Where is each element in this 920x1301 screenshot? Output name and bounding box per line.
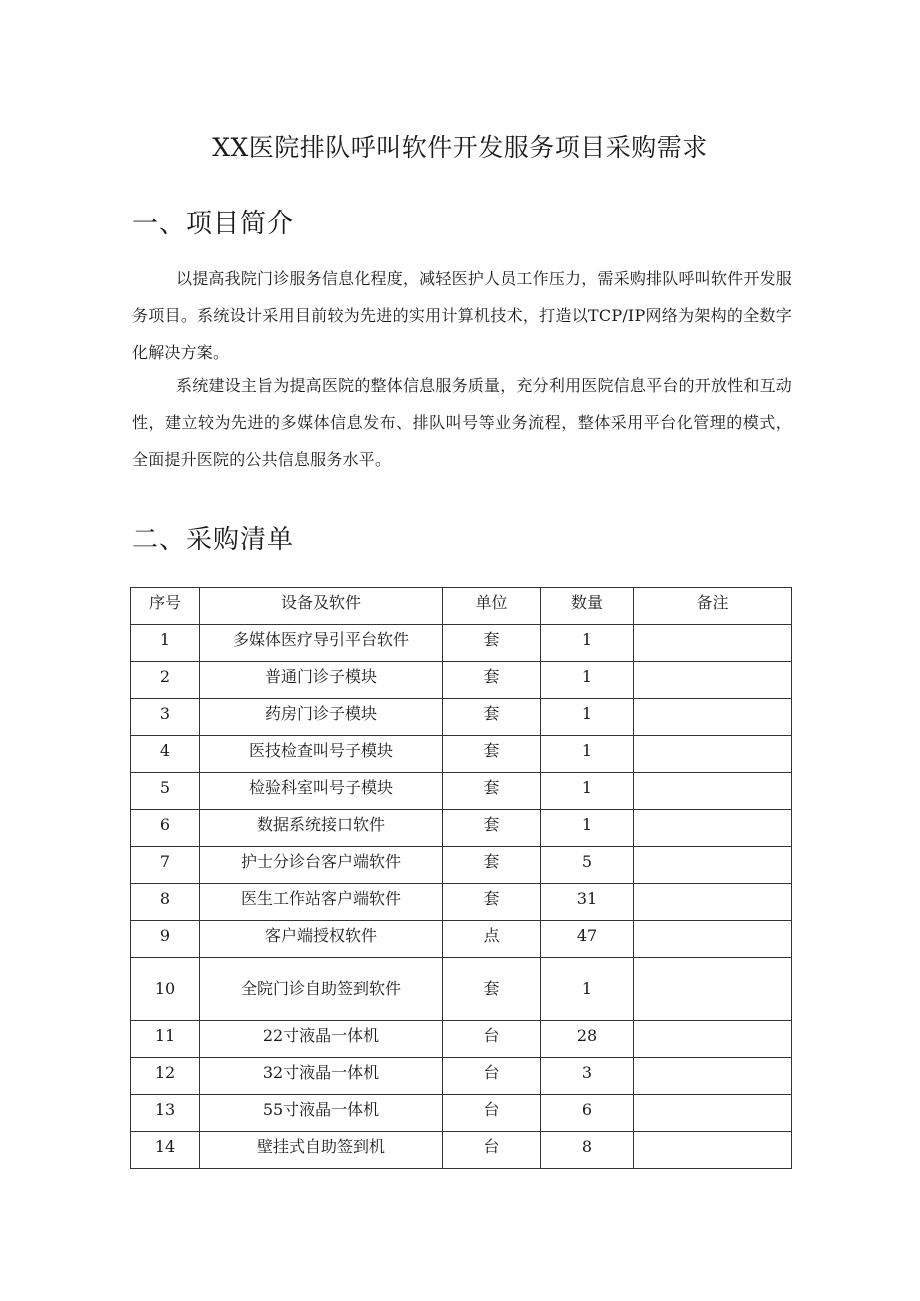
cell-qty: 28 (541, 1021, 634, 1058)
cell-unit: 套 (443, 736, 541, 773)
cell-unit: 台 (443, 1132, 541, 1169)
cell-item: 医技检查叫号子模块 (200, 736, 443, 773)
table-row (131, 847, 792, 884)
cell-no: 2 (131, 662, 200, 699)
cell-qty: 3 (541, 1058, 634, 1095)
cell-note (634, 958, 792, 1021)
cell-qty: 1 (541, 958, 634, 1021)
cell-qty: 31 (541, 884, 634, 921)
cell-item: 护士分诊台客户端软件 (200, 847, 443, 884)
cell-qty: 1 (541, 699, 634, 736)
table-row (131, 1021, 792, 1058)
cell-note (634, 810, 792, 847)
cell-item: 客户端授权软件 (200, 921, 443, 958)
header-no: 序号 (131, 588, 200, 625)
cell-item: 数据系统接口软件 (200, 810, 443, 847)
cell-no: 7 (131, 847, 200, 884)
cell-item: 医生工作站客户端软件 (200, 884, 443, 921)
cell-no: 9 (131, 921, 200, 958)
section-heading-project-intro: 一、项目简介 (132, 209, 295, 239)
cell-unit: 点 (443, 921, 541, 958)
cell-item: 检验科室叫号子模块 (200, 773, 443, 810)
cell-item: 32寸液晶一体机 (200, 1058, 443, 1095)
cell-item: 55寸液晶一体机 (200, 1095, 443, 1132)
cell-no: 14 (131, 1132, 200, 1169)
cell-no: 11 (131, 1021, 200, 1058)
cell-qty: 1 (541, 773, 634, 810)
table-row (131, 921, 792, 958)
cell-item: 多媒体医疗导引平台软件 (200, 625, 443, 662)
cell-qty: 6 (541, 1095, 634, 1132)
table-row (131, 662, 792, 699)
cell-unit: 台 (443, 1058, 541, 1095)
cell-no: 10 (131, 958, 200, 1021)
cell-qty: 5 (541, 847, 634, 884)
table-row (131, 810, 792, 847)
cell-unit: 套 (443, 847, 541, 884)
header-note: 备注 (634, 588, 792, 625)
header-item: 设备及软件 (200, 588, 443, 625)
header-qty: 数量 (541, 588, 634, 625)
cell-no: 5 (131, 773, 200, 810)
cell-unit: 台 (443, 1021, 541, 1058)
table-row (131, 958, 792, 1021)
table-row (131, 736, 792, 773)
table-header-row (131, 588, 792, 625)
cell-no: 6 (131, 810, 200, 847)
cell-note (634, 1021, 792, 1058)
cell-note (634, 773, 792, 810)
cell-unit: 套 (443, 884, 541, 921)
header-unit: 单位 (443, 588, 541, 625)
document-title: XX医院排队呼叫软件开发服务项目采购需求 (212, 133, 708, 162)
cell-qty: 1 (541, 662, 634, 699)
cell-no: 4 (131, 736, 200, 773)
cell-no: 8 (131, 884, 200, 921)
cell-qty: 8 (541, 1132, 634, 1169)
cell-item: 壁挂式自助签到机 (200, 1132, 443, 1169)
cell-qty: 47 (541, 921, 634, 958)
section-heading-procurement-list: 二、采购清单 (132, 525, 295, 555)
table-row (131, 1095, 792, 1132)
table-row (131, 699, 792, 736)
cell-note (634, 699, 792, 736)
table-row (131, 773, 792, 810)
procurement-table (130, 587, 792, 1169)
table-row (131, 884, 792, 921)
cell-item: 全院门诊自助签到软件 (200, 958, 443, 1021)
cell-qty: 1 (541, 810, 634, 847)
cell-note (634, 1132, 792, 1169)
cell-item: 22寸液晶一体机 (200, 1021, 443, 1058)
cell-note (634, 921, 792, 958)
cell-no: 13 (131, 1095, 200, 1132)
cell-unit: 套 (443, 699, 541, 736)
cell-note (634, 847, 792, 884)
cell-note (634, 1095, 792, 1132)
cell-item: 药房门诊子模块 (200, 699, 443, 736)
cell-note (634, 662, 792, 699)
cell-item: 普通门诊子模块 (200, 662, 443, 699)
cell-no: 1 (131, 625, 200, 662)
table-row (131, 1058, 792, 1095)
cell-note (634, 736, 792, 773)
cell-unit: 套 (443, 625, 541, 662)
cell-unit: 套 (443, 810, 541, 847)
cell-note (634, 1058, 792, 1095)
cell-unit: 套 (443, 662, 541, 699)
table-row (131, 625, 792, 662)
cell-no: 3 (131, 699, 200, 736)
cell-no: 12 (131, 1058, 200, 1095)
cell-note (634, 625, 792, 662)
table-row (131, 1132, 792, 1169)
intro-paragraph-2: 系统建设主旨为提高医院的整体信息服务质量，充分利用医院信息平台的开放性和互动性，建立较为先进的多媒体信息发布、排队叫号等业务流程，整体采用平台化管理的模式，全面提升医院的公共信息服务水平。 (132, 376, 792, 469)
cell-unit: 台 (443, 1095, 541, 1132)
cell-qty: 1 (541, 736, 634, 773)
cell-unit: 套 (443, 773, 541, 810)
cell-unit: 套 (443, 958, 541, 1021)
intro-paragraph-1: 以提高我院门诊服务信息化程度，减轻医护人员工作压力，需采购排队呼叫软件开发服务项目。系统设计采用目前较为先进的实用计算机技术，打造以TCP/IP网络为架构的全数字化解决方案。 (132, 269, 792, 362)
cell-note (634, 884, 792, 921)
cell-qty: 1 (541, 625, 634, 662)
